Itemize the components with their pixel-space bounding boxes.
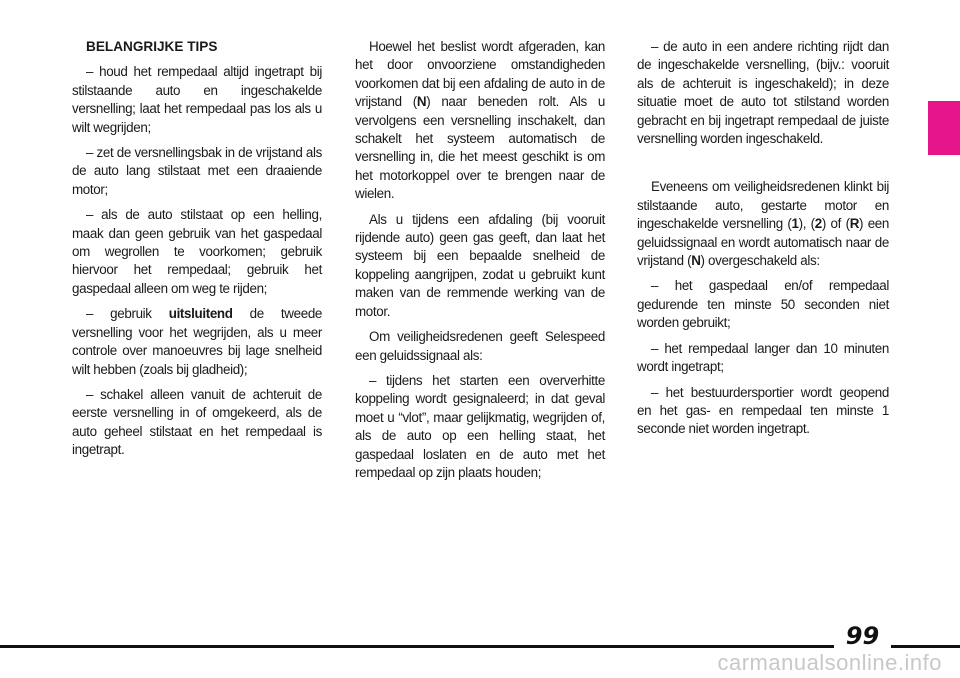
gear-symbol: N xyxy=(416,94,427,110)
text-run: ), ( xyxy=(798,216,815,232)
footer-rule-right xyxy=(891,645,960,648)
body-paragraph: – het gaspedaal en/of rempedaal gedurende ten minste 50 seconden niet worden gebruikt; xyxy=(637,278,889,331)
text-run: – gebruik xyxy=(86,306,169,322)
body-paragraph: – tijdens het starten een oververhitte koppeling wordt gesignaleerd; in dat geval moet u “vlot”, maar gelijkmatig, wegrijden of, als de auto op een helling staat, het gaspedaal loslaten en de auto met het rempedaal op zijn plaats houden; xyxy=(355,372,605,480)
gear-symbol: R xyxy=(849,216,860,232)
text-run: de tweede versnelling voor het wegrijden, als u meer controle over manoeuvres bij lage snelheid wilt hebben (zoals bij gladheid); xyxy=(72,306,323,377)
body-paragraph xyxy=(637,178,889,270)
section-heading: BELANGRIJKE TIPS xyxy=(86,39,218,54)
text-run: ) een geluidssignaal en wordt automatisch naar de vrijstand ( xyxy=(637,216,890,269)
text-column-right xyxy=(637,38,889,446)
text-run: Eveneens om veiligheidsredenen klinkt bij stilstaande auto, gestarte motor en ingeschakelde versnelling ( xyxy=(637,179,889,232)
gear-symbol: 1 xyxy=(791,216,799,232)
text-column-left xyxy=(72,38,322,467)
section-tab-marker xyxy=(928,101,960,155)
tip-paragraph: – houd het rempedaal altijd ingetrapt bij stilstaande auto en ingeschakelde versnelling; laat het rempedaal pas los als u wilt wegrijden; xyxy=(72,64,322,135)
tip-paragraph xyxy=(72,305,322,379)
tip-paragraph: – als de auto stilstaat op een helling, maak dan geen gebruik van het gaspedaal om wegrollen te voorkomen; gebruik hiervoor het rempedaal; gebruik het gaspedaal alleen om weg te rijden; xyxy=(72,207,322,296)
text-run: ) of ( xyxy=(821,216,850,232)
text-column-middle xyxy=(355,38,605,489)
body-paragraph: – het bestuurdersportier wordt geopend en het gas- en rempedaal ten minste 1 seconde niet worden ingetrapt. xyxy=(637,384,889,437)
tip-paragraph: – schakel alleen vanuit de achteruit de eerste versnelling in of omgekeerd, als de auto geheel stilstaat en het rempedaal is ingetrapt. xyxy=(72,386,322,458)
body-paragraph: Om veiligheidsredenen geeft Selespeed een geluidssignaal als: xyxy=(355,329,605,363)
body-paragraph: – de auto in een andere richting rijdt dan de ingeschakelde versnelling, (bijv.: vooruit als de achteruit is ingeschakeld); in deze situatie moet de auto tot stilstand worden gebracht en bij ingetrapt rempedaal de juiste versnelling worden ingeschakeld. xyxy=(637,39,889,147)
body-paragraph: – het rempedaal langer dan 10 minuten wordt ingetrapt; xyxy=(637,340,889,375)
footer-rule-left xyxy=(0,645,834,648)
text-run: Hoewel het beslist wordt afgeraden, kan het door onvoorziene omstandigheden voorkomen dat bij een afdaling de auto in de vrijstand ( xyxy=(355,39,605,110)
emphasis-text: uitsluitend xyxy=(168,306,233,322)
page-number: 99 xyxy=(845,622,880,650)
tip-paragraph: – zet de versnellingsbak in de vrijstand als de auto lang stilstaat met een draaiende motor; xyxy=(72,145,322,197)
body-paragraph: Als u tijdens een afdaling (bij vooruit rijdende auto) geen gas geeft, dan laat het systeem bij een bepaalde snelheid de koppeling aangrijpen, zodat u gebruikt kunt maken van de remmende werking van de motor. xyxy=(355,211,605,319)
text-run: ) naar beneden rolt. Als u vervolgens een versnelling inschakelt, dan schakelt het systeem automatisch de versnelling in, die het meest geschikt is om het motorkoppel over te brengen naar de wielen. xyxy=(355,94,605,202)
text-run: ) overgeschakeld als: xyxy=(700,253,820,269)
gear-symbol: 2 xyxy=(814,216,822,232)
body-paragraph xyxy=(355,38,605,204)
gear-symbol: N xyxy=(691,253,701,269)
watermark: carmanualsonline.info xyxy=(717,650,942,675)
